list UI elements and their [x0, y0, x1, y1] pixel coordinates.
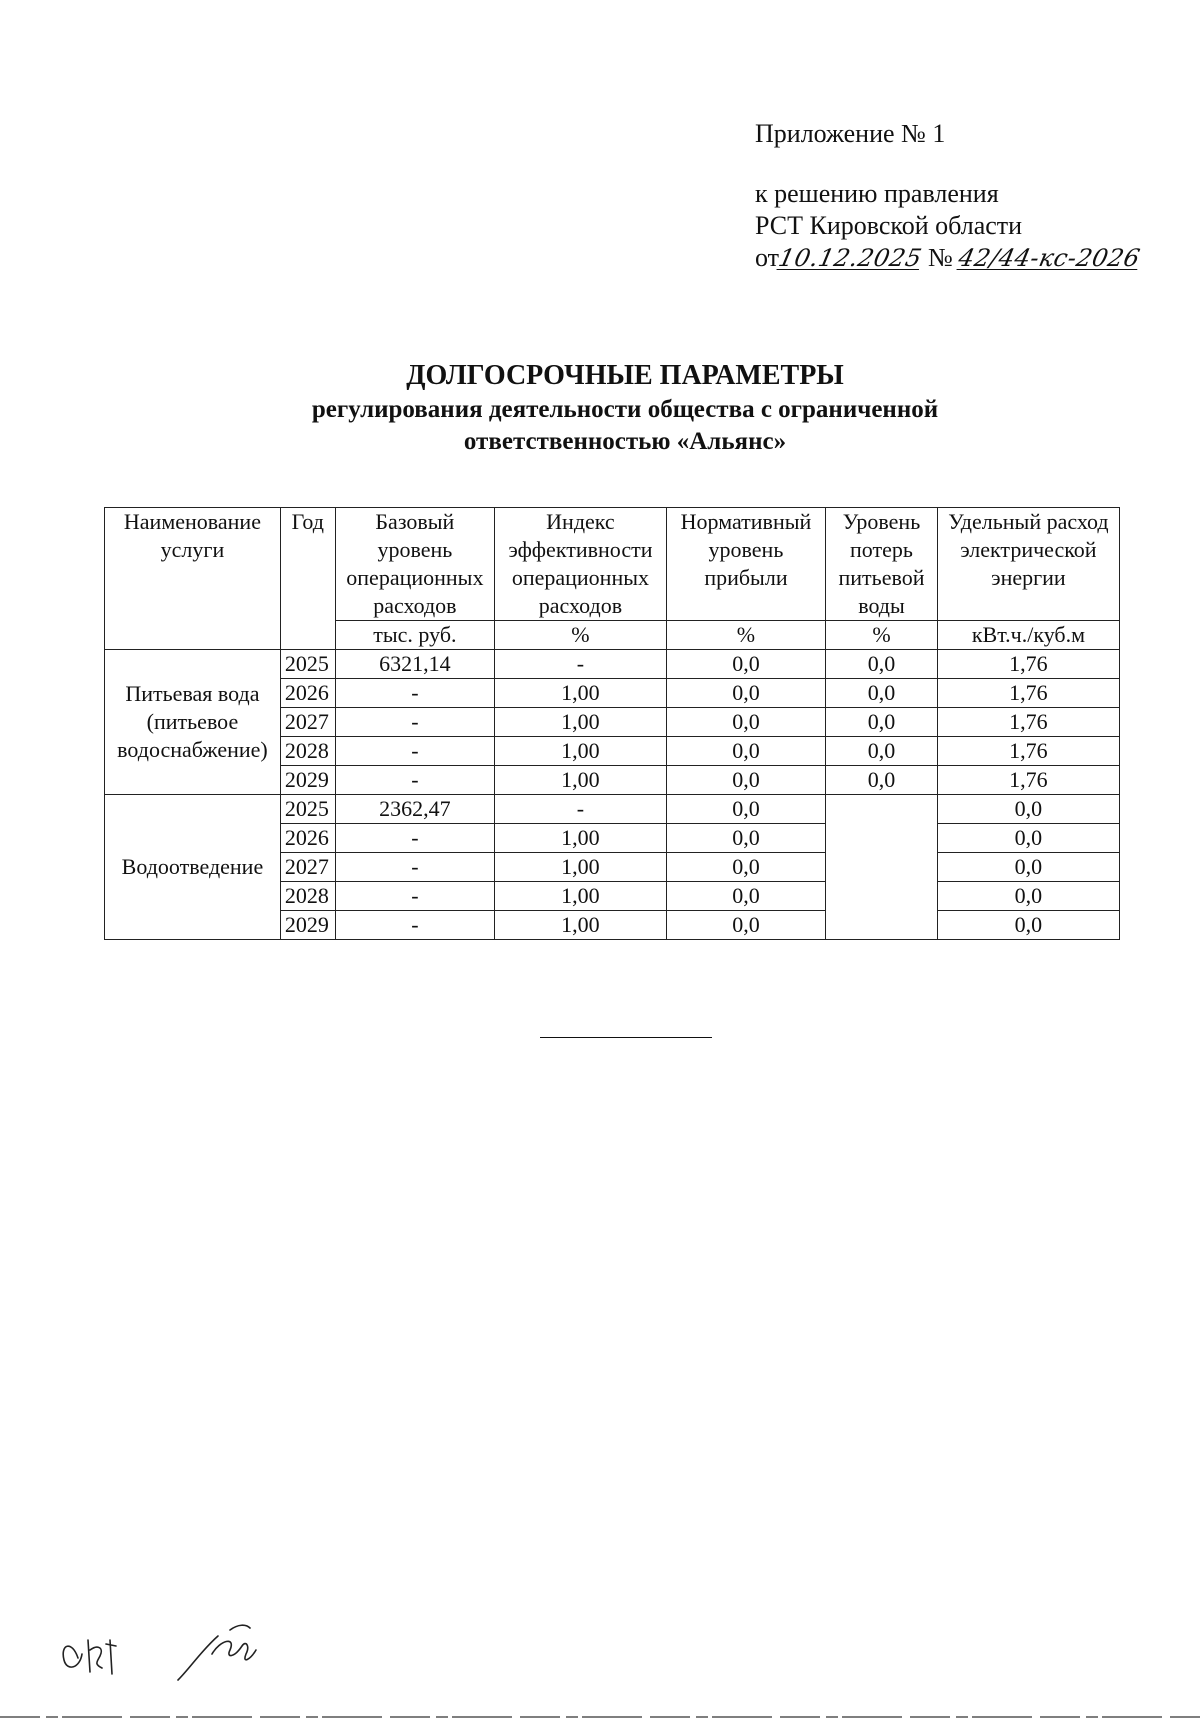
service-name-cell: Питьевая вода (питьевое водоснабжение): [105, 650, 281, 795]
cell-index: -: [495, 650, 667, 679]
appendix-date-line: [755, 242, 1143, 274]
cell-profit: 0,0: [666, 679, 825, 708]
cell-losses: 0,0: [826, 679, 938, 708]
cell-energy: 1,76: [937, 766, 1119, 795]
cell-profit: 0,0: [666, 882, 825, 911]
unit-efficiency-index: %: [495, 621, 667, 650]
cell-base: -: [335, 766, 494, 795]
table-row: [105, 795, 1120, 824]
cell-year: 2029: [280, 766, 335, 795]
cell-base: -: [335, 824, 494, 853]
document-subtitle-line1: регулирования деятельности общества с ограниченной: [311, 396, 939, 423]
header-row: [105, 508, 1120, 621]
cell-year: 2026: [280, 679, 335, 708]
cell-base: -: [335, 882, 494, 911]
unit-energy-consumption: кВт.ч./куб.м: [937, 621, 1119, 650]
unit-base-opex: тыс. руб.: [335, 621, 494, 650]
cell-profit: 0,0: [666, 853, 825, 882]
end-rule: [540, 1037, 712, 1038]
cell-index: 1,00: [495, 679, 667, 708]
cell-index: 1,00: [495, 853, 667, 882]
cell-energy: 1,76: [937, 737, 1119, 766]
header-efficiency-index: Индекс эффективности операционных расходов: [495, 508, 667, 621]
cell-year: 2028: [280, 737, 335, 766]
scan-edge-artifact: [0, 1715, 1200, 1719]
cell-index: 1,00: [495, 882, 667, 911]
cell-base: -: [335, 708, 494, 737]
cell-year: 2027: [280, 853, 335, 882]
cell-year: 2028: [280, 882, 335, 911]
cell-index: 1,00: [495, 911, 667, 940]
cell-year: 2026: [280, 824, 335, 853]
service-name-cell: Водоотведение: [105, 795, 281, 940]
document-title: ДОЛГОСРОЧНЫЕ ПАРАМЕТРЫ: [406, 360, 844, 391]
parameters-table: [104, 507, 1120, 940]
cell-energy: 1,76: [937, 708, 1119, 737]
cell-profit: 0,0: [666, 708, 825, 737]
unit-normative-profit: %: [666, 621, 825, 650]
cell-index: -: [495, 795, 667, 824]
cell-base: -: [335, 853, 494, 882]
number-prefix: №: [927, 243, 953, 272]
handwritten-number: 42/44-кс-2026: [956, 244, 1143, 272]
header-energy-consumption: Удельный расход электрической энергии: [937, 508, 1119, 621]
handwritten-date: 10.12.2025: [776, 244, 925, 272]
appendix-line-decision: к решению правления: [755, 179, 999, 208]
header-water-losses: Уровень потерь питьевой воды: [826, 508, 938, 621]
cell-profit: 0,0: [666, 911, 825, 940]
cell-energy: 0,0: [937, 853, 1119, 882]
cell-energy: 0,0: [937, 795, 1119, 824]
cell-base: -: [335, 679, 494, 708]
cell-index: 1,00: [495, 737, 667, 766]
header-base-opex: Базовый уровень операционных расходов: [335, 508, 494, 621]
cell-index: 1,00: [495, 708, 667, 737]
cell-year: 2027: [280, 708, 335, 737]
cell-energy: 1,76: [937, 679, 1119, 708]
appendix-block: [755, 118, 1143, 274]
cell-energy: 0,0: [937, 824, 1119, 853]
cell-losses: 0,0: [826, 708, 938, 737]
cell-losses: 0,0: [826, 650, 938, 679]
cell-index: 1,00: [495, 824, 667, 853]
cell-losses: 0,0: [826, 766, 938, 795]
cell-profit: 0,0: [666, 737, 825, 766]
header-year: Год: [280, 508, 335, 650]
cell-losses-empty: [826, 795, 938, 940]
cell-base: 6321,14: [335, 650, 494, 679]
cell-energy: 1,76: [937, 650, 1119, 679]
cell-year: 2025: [280, 795, 335, 824]
cell-profit: 0,0: [666, 650, 825, 679]
cell-losses: 0,0: [826, 737, 938, 766]
cell-profit: 0,0: [666, 795, 825, 824]
cell-energy: 0,0: [937, 882, 1119, 911]
cell-base: -: [335, 911, 494, 940]
cell-profit: 0,0: [666, 824, 825, 853]
unit-water-losses: %: [826, 621, 938, 650]
cell-year: 2025: [280, 650, 335, 679]
appendix-title: Приложение № 1: [755, 119, 946, 148]
cell-energy: 0,0: [937, 911, 1119, 940]
date-prefix: от: [755, 243, 780, 272]
cell-base: -: [335, 737, 494, 766]
document-heading: [0, 360, 1200, 458]
appendix-line-authority: РСТ Кировской области: [755, 211, 1023, 240]
cell-base: 2362,47: [335, 795, 494, 824]
cell-index: 1,00: [495, 766, 667, 795]
table-row: [105, 650, 1120, 679]
cell-profit: 0,0: [666, 766, 825, 795]
header-service: Наименование услуги: [105, 508, 281, 650]
header-normative-profit: Нормативный уровень прибыли: [666, 508, 825, 621]
signature-marks: [50, 1610, 280, 1690]
document-subtitle-line2: ответственностью «Альянс»: [463, 428, 787, 455]
cell-year: 2029: [280, 911, 335, 940]
